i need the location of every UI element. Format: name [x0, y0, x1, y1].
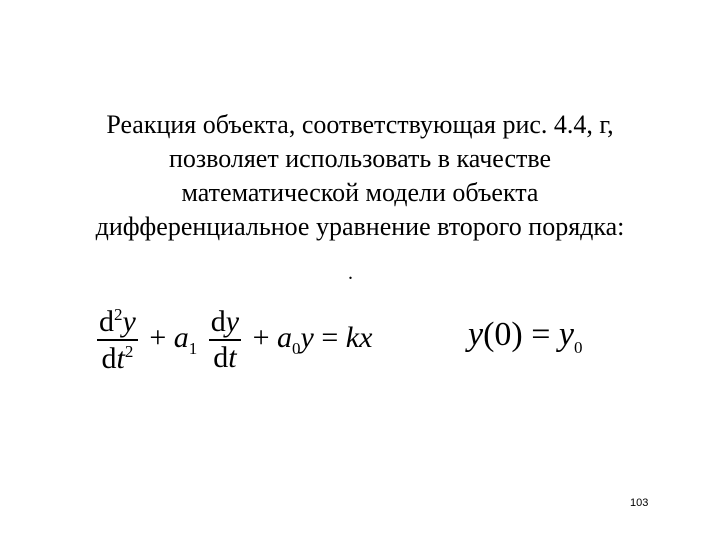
page-number: 103: [630, 497, 649, 509]
text-line-4: дифференциальное уравнение второго порядка:: [95, 212, 625, 241]
second-derivative-fraction: $\frac{d^2y}{dt^2}$: [99, 305, 136, 375]
stray-dot: .: [348, 262, 353, 284]
slide-paragraph: [0, 108, 720, 244]
text-line-1: Реакция объекта, соответствующая рис. 4.4, г,: [106, 110, 614, 139]
differential-equation: $\frac{d^2y}{dt^2}$ + $a_1$ $\frac{dy}{dt}$ + $a_0y$ = kx: [99, 305, 373, 375]
text-line-3: математической модели объекта: [181, 178, 539, 207]
text-line-2: позволяет использовать в качестве: [168, 144, 552, 173]
first-derivative-fraction: $\frac{dy}{dt}$: [210, 305, 240, 374]
initial-condition: $y(0) = y_0$: [468, 316, 583, 357]
